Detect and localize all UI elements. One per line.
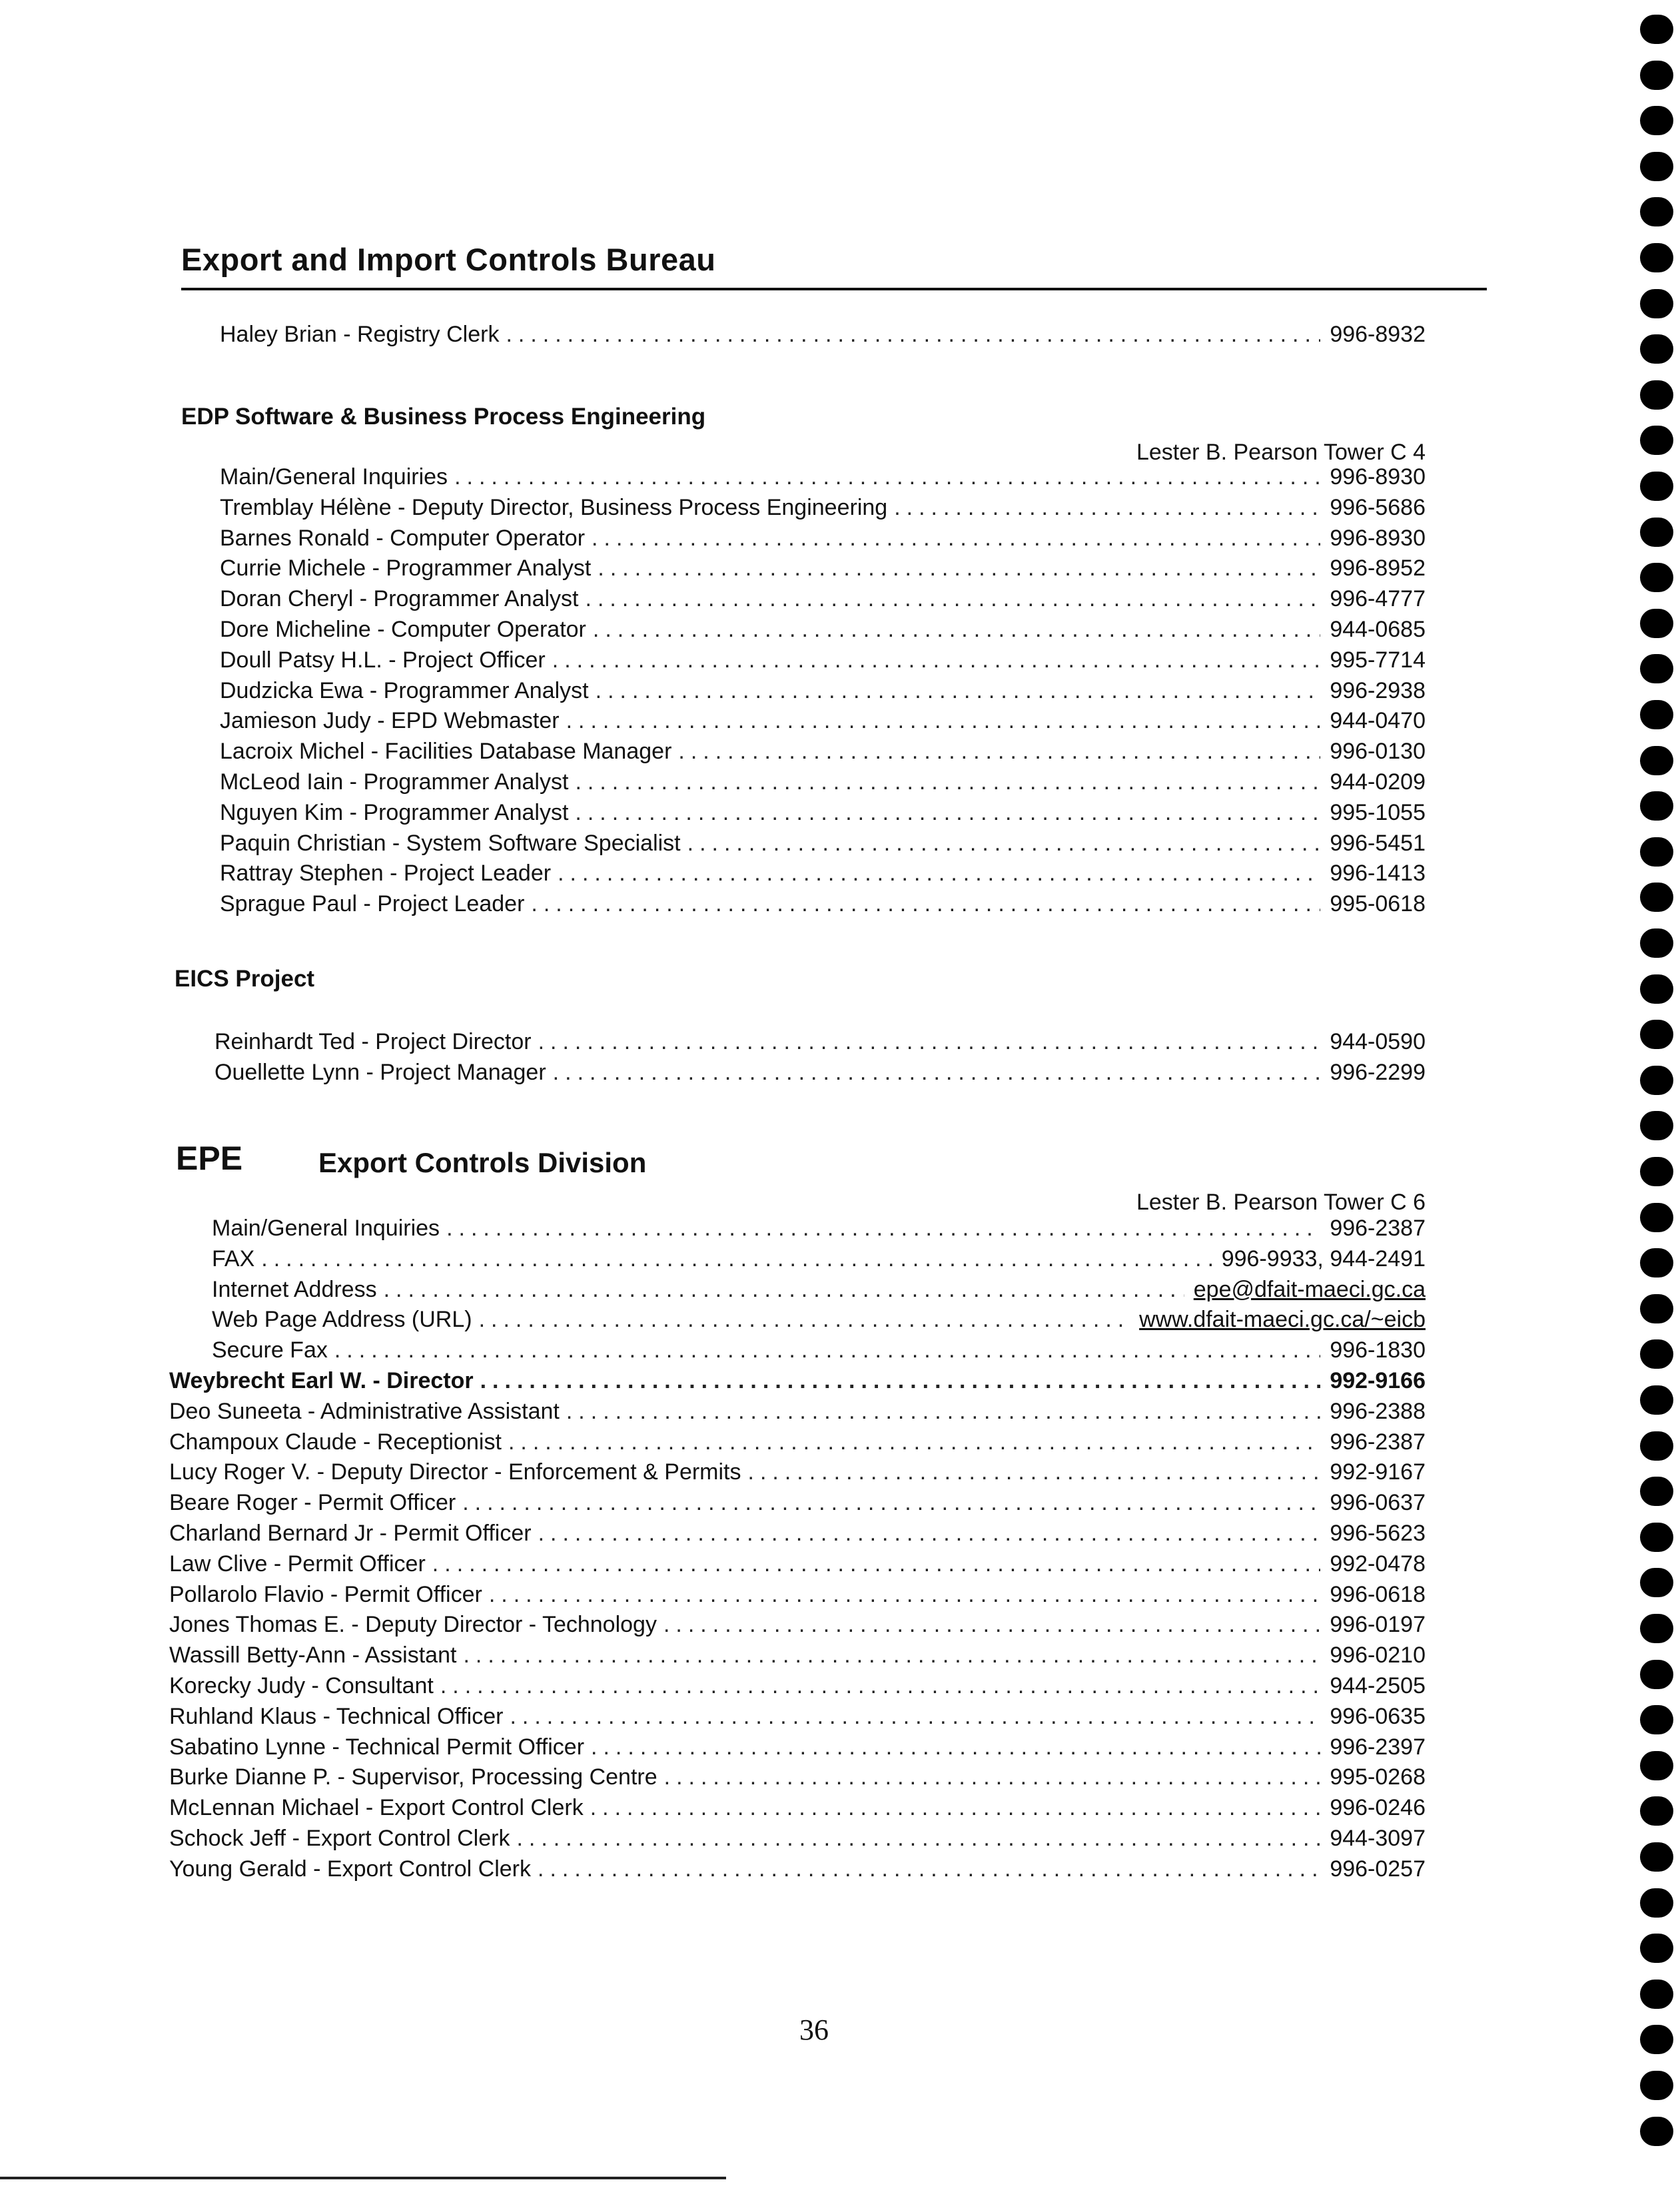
entry-phone: 996-2387 — [1330, 1429, 1426, 1455]
entry-name: Doull Patsy H.L. - Project Officer — [220, 647, 546, 673]
dot-leader — [592, 524, 1320, 554]
binding-hole — [1640, 518, 1673, 547]
directory-entry — [212, 1275, 1426, 1305]
entry-name: Paquin Christian - System Software Specialist — [220, 830, 681, 856]
entry-name: McLennan Michael - Export Control Clerk — [169, 1795, 584, 1821]
entry-name: Korecky Judy - Consultant — [169, 1672, 434, 1698]
entry-name: Beare Roger - Permit Officer — [169, 1490, 456, 1516]
directory-entry — [169, 1427, 1426, 1458]
dot-leader — [575, 798, 1320, 829]
directory-entry — [169, 1397, 1426, 1427]
entry-phone: 996-2388 — [1330, 1398, 1426, 1424]
dot-leader — [538, 1027, 1321, 1058]
entry-name: Dore Micheline - Computer Operator — [220, 616, 586, 642]
directory-entry — [220, 706, 1426, 737]
entry-phone: 996-8930 — [1330, 464, 1426, 490]
directory-entry — [220, 737, 1426, 767]
entry-phone: 996-2397 — [1330, 1734, 1426, 1760]
dot-leader — [553, 1058, 1321, 1088]
directory-entry — [169, 1580, 1426, 1611]
entry-phone: 996-2299 — [1330, 1059, 1426, 1085]
epe-location: Lester B. Pearson Tower C 6 — [1136, 1190, 1426, 1215]
binding-hole — [1640, 1111, 1673, 1140]
dot-leader — [538, 1854, 1320, 1885]
entry-phone: 996-5623 — [1330, 1520, 1426, 1546]
entry-name: Reinhardt Ted - Project Director — [214, 1029, 532, 1054]
dot-leader — [664, 1762, 1321, 1793]
dot-leader — [510, 1702, 1320, 1732]
binding-hole — [1640, 426, 1673, 455]
dot-leader — [748, 1457, 1321, 1488]
dot-leader — [586, 584, 1321, 615]
entry-name: Rattray Stephen - Project Leader — [220, 861, 552, 887]
entry-name: Jones Thomas E. - Deputy Director - Technology — [169, 1612, 657, 1638]
binding-hole — [1640, 791, 1673, 821]
eics-entries — [214, 1027, 1426, 1088]
division-code: EPE — [176, 1140, 243, 1177]
title-underline — [181, 288, 1487, 290]
entry-name: Haley Brian - Registry Clerk — [220, 322, 500, 347]
dot-leader — [334, 1335, 1320, 1366]
binding-hole — [1640, 1248, 1673, 1277]
entry-phone: 944-0590 — [1330, 1029, 1426, 1054]
entry-phone: 996-8930 — [1330, 525, 1426, 551]
dot-leader — [489, 1580, 1320, 1611]
binding-hole — [1640, 289, 1673, 318]
binding-hole — [1640, 1294, 1673, 1323]
binding-hole — [1640, 1751, 1673, 1780]
binding-hole — [1640, 1523, 1673, 1552]
dot-leader — [480, 1366, 1321, 1397]
bureau-entries — [220, 320, 1426, 350]
edp-entries — [220, 462, 1426, 920]
entry-name: Doran Cheryl - Programmer Analyst — [220, 586, 579, 612]
directory-entry — [220, 493, 1426, 524]
entry-phone: 996-0635 — [1330, 1703, 1426, 1729]
binding-hole — [1640, 563, 1673, 592]
directory-entry — [212, 1244, 1426, 1275]
entry-name: Ruhland Klaus - Technical Officer — [169, 1703, 504, 1729]
binding-hole — [1640, 61, 1673, 90]
directory-entry — [212, 1305, 1426, 1335]
binding-hole — [1640, 654, 1673, 683]
entry-name: McLeod Iain - Programmer Analyst — [220, 769, 569, 795]
directory-entry — [169, 1671, 1426, 1702]
bottom-edge-line — [0, 2177, 726, 2179]
entry-name: Lucy Roger V. - Deputy Director - Enforcement & Permits — [169, 1459, 741, 1485]
binding-hole — [1640, 1066, 1673, 1095]
binding-hole — [1640, 1660, 1673, 1689]
dot-leader — [531, 889, 1320, 920]
entry-phone: 996-1413 — [1330, 861, 1426, 887]
directory-entry — [214, 1027, 1426, 1058]
entry-name: Main/General Inquiries — [220, 464, 448, 490]
directory-entry — [169, 1824, 1426, 1854]
entry-phone: 996-0257 — [1330, 1856, 1426, 1882]
entry-phone: 944-0209 — [1330, 769, 1426, 795]
directory-entry — [220, 615, 1426, 645]
binding-hole — [1640, 1705, 1673, 1734]
entry-phone: 996-9933, 944-2491 — [1221, 1246, 1426, 1272]
binding-hole — [1640, 700, 1673, 729]
entry-name: Tremblay Hélène - Deputy Director, Business Process Engineering — [220, 494, 888, 520]
dot-leader — [591, 1732, 1320, 1763]
directory-entry — [212, 1335, 1426, 1366]
directory-entry — [169, 1519, 1426, 1549]
entry-phone: 996-4777 — [1330, 586, 1426, 612]
entry-name: FAX — [212, 1246, 255, 1272]
binding-hole — [1640, 1934, 1673, 1963]
dot-leader — [663, 1610, 1320, 1641]
entry-name: Burke Dianne P. - Supervisor, Processing Centre — [169, 1764, 657, 1790]
entry-name: Web Page Address (URL) — [212, 1307, 472, 1333]
page-number: 36 — [799, 2013, 829, 2046]
dot-leader — [678, 737, 1320, 767]
directory-entry — [212, 1214, 1426, 1244]
page-title: Export and Import Controls Bureau — [181, 242, 716, 277]
binding-hole — [1640, 1980, 1673, 2009]
entry-phone: 996-8952 — [1330, 555, 1426, 581]
directory-entry — [220, 767, 1426, 798]
entry-phone: 995-1055 — [1330, 799, 1426, 825]
entry-name: Sabatino Lynne - Technical Permit Officer — [169, 1734, 585, 1760]
directory-entry — [169, 1457, 1426, 1488]
entry-name: Law Clive - Permit Officer — [169, 1551, 426, 1577]
directory-entry — [220, 645, 1426, 676]
entry-name: Barnes Ronald - Computer Operator — [220, 525, 586, 551]
entry-phone: 944-0470 — [1330, 708, 1426, 734]
entry-name: Secure Fax — [212, 1337, 328, 1363]
section-heading-epe: Export Controls Division — [318, 1147, 647, 1178]
binding-hole — [1640, 1842, 1673, 1872]
binding-hole — [1640, 152, 1673, 181]
directory-entry — [220, 524, 1426, 554]
binding-hole — [1640, 1888, 1673, 1918]
epe-contact-entries — [212, 1214, 1426, 1366]
binding-hole — [1640, 1568, 1673, 1597]
binding-hole — [1640, 2071, 1673, 2100]
edp-location: Lester B. Pearson Tower C 4 — [1136, 440, 1426, 465]
section-heading-edp: EDP Software & Business Process Engineering — [181, 404, 706, 430]
entry-phone: 995-0268 — [1330, 1764, 1426, 1790]
dot-leader — [384, 1275, 1184, 1305]
entry-phone: 992-9167 — [1330, 1459, 1426, 1485]
dot-leader — [894, 493, 1320, 524]
entry-phone: 995-0618 — [1330, 891, 1426, 917]
entry-phone: 992-9166 — [1330, 1368, 1426, 1393]
entry-phone: 944-3097 — [1330, 1825, 1426, 1851]
entry-name: Deo Suneeta - Administrative Assistant — [169, 1398, 560, 1424]
entry-phone: 995-7714 — [1330, 647, 1426, 673]
directory-entry — [220, 798, 1426, 829]
dot-leader — [463, 1641, 1320, 1671]
entry-phone: 996-0197 — [1330, 1612, 1426, 1638]
dot-leader — [506, 320, 1320, 350]
binding-hole — [1640, 380, 1673, 410]
binding-hole — [1640, 472, 1673, 501]
dot-leader — [462, 1488, 1320, 1519]
entry-name: Jamieson Judy - EPD Webmaster — [220, 708, 560, 734]
epe-staff-entries — [169, 1366, 1426, 1885]
dot-leader — [593, 615, 1320, 645]
entry-phone: 996-1830 — [1330, 1337, 1426, 1363]
binding-hole — [1640, 1203, 1673, 1232]
dot-leader — [687, 829, 1321, 859]
binding-hole — [1640, 1385, 1673, 1415]
binding-hole — [1640, 197, 1673, 226]
email-link[interactable]: epe@dfait-maeci.gc.ca — [1193, 1276, 1426, 1302]
binding-hole — [1640, 243, 1673, 272]
binding-hole — [1640, 928, 1673, 958]
directory-entry — [169, 1854, 1426, 1885]
directory-entry — [169, 1641, 1426, 1671]
directory-entry — [214, 1058, 1426, 1088]
entry-phone: 996-0246 — [1330, 1795, 1426, 1821]
entry-name: Weybrecht Earl W. - Director — [169, 1368, 474, 1393]
binding-hole — [1640, 974, 1673, 1004]
dot-leader — [598, 553, 1320, 584]
dot-leader — [446, 1214, 1320, 1244]
entry-name: Pollarolo Flavio - Permit Officer — [169, 1581, 482, 1607]
dot-leader — [432, 1549, 1321, 1580]
entry-phone: 996-5686 — [1330, 494, 1426, 520]
directory-entry — [169, 1762, 1426, 1793]
entry-name: Wassill Betty-Ann - Assistant — [169, 1642, 457, 1668]
dot-leader — [454, 462, 1320, 493]
directory-entry — [220, 320, 1426, 350]
entry-name: Champoux Claude - Receptionist — [169, 1429, 502, 1455]
entry-name: Dudzicka Ewa - Programmer Analyst — [220, 677, 589, 703]
dot-leader — [440, 1671, 1320, 1702]
directory-entry — [169, 1702, 1426, 1732]
directory-entry — [220, 462, 1426, 493]
entry-name: Young Gerald - Export Control Clerk — [169, 1856, 532, 1882]
binding-hole — [1640, 1431, 1673, 1461]
binding-hole — [1640, 1157, 1673, 1186]
directory-entry — [169, 1549, 1426, 1580]
entry-phone: 996-0637 — [1330, 1490, 1426, 1516]
entry-name: Nguyen Kim - Programmer Analyst — [220, 799, 569, 825]
directory-entry — [169, 1366, 1426, 1397]
entry-name: Lacroix Michel - Facilities Database Manager — [220, 739, 672, 765]
directory-entry — [220, 553, 1426, 584]
directory-entry — [169, 1488, 1426, 1519]
binding-hole — [1640, 1477, 1673, 1506]
dot-leader — [596, 676, 1321, 707]
binding-hole — [1640, 1020, 1673, 1049]
directory-entry — [220, 584, 1426, 615]
dot-leader — [261, 1244, 1212, 1275]
entry-phone: 992-0478 — [1330, 1551, 1426, 1577]
binding-holes — [1640, 0, 1680, 2188]
dot-leader — [566, 706, 1321, 737]
entry-name: Schock Jeff - Export Control Clerk — [169, 1825, 510, 1851]
binding-hole — [1640, 334, 1673, 364]
directory-entry — [169, 1793, 1426, 1824]
dot-leader — [590, 1793, 1321, 1824]
directory-entry — [169, 1610, 1426, 1641]
binding-hole — [1640, 2025, 1673, 2054]
dot-leader — [558, 859, 1320, 889]
entry-phone: 996-2387 — [1330, 1216, 1426, 1241]
entry-phone: 996-0130 — [1330, 739, 1426, 765]
binding-hole — [1640, 2117, 1673, 2146]
binding-hole — [1640, 106, 1673, 135]
directory-entry — [169, 1732, 1426, 1763]
dot-leader — [552, 645, 1321, 676]
binding-hole — [1640, 609, 1673, 638]
entry-name: Charland Bernard Jr - Permit Officer — [169, 1520, 532, 1546]
directory-entry — [220, 676, 1426, 707]
entry-phone: 996-0618 — [1330, 1581, 1426, 1607]
dot-leader — [508, 1427, 1320, 1458]
binding-hole — [1640, 1796, 1673, 1826]
binding-hole — [1640, 15, 1673, 44]
binding-hole — [1640, 883, 1673, 912]
entry-name: Ouellette Lynn - Project Manager — [214, 1059, 546, 1085]
directory-entry — [220, 859, 1426, 889]
entry-name: Main/General Inquiries — [212, 1216, 440, 1241]
entry-name: Sprague Paul - Project Leader — [220, 891, 525, 917]
entry-phone: 996-0210 — [1330, 1642, 1426, 1668]
dot-leader — [538, 1519, 1321, 1549]
binding-hole — [1640, 1339, 1673, 1369]
dot-leader — [479, 1305, 1130, 1335]
section-heading-eics: EICS Project — [175, 966, 315, 992]
entry-name: Currie Michele - Programmer Analyst — [220, 555, 592, 581]
entry-phone: 996-5451 — [1330, 830, 1426, 856]
entry-phone: 996-2938 — [1330, 677, 1426, 703]
dot-leader — [566, 1397, 1320, 1427]
entry-name: Internet Address — [212, 1276, 377, 1302]
binding-hole — [1640, 837, 1673, 867]
entry-phone: 944-0685 — [1330, 616, 1426, 642]
directory-entry — [220, 889, 1426, 920]
dot-leader — [516, 1824, 1320, 1854]
binding-hole — [1640, 1614, 1673, 1643]
binding-hole — [1640, 746, 1673, 775]
dot-leader — [575, 767, 1320, 798]
web-link[interactable]: www.dfait-maeci.gc.ca/~eicb — [1139, 1307, 1426, 1333]
entry-phone: 944-2505 — [1330, 1672, 1426, 1698]
directory-entry — [220, 829, 1426, 859]
entry-phone: 996-8932 — [1330, 322, 1426, 347]
